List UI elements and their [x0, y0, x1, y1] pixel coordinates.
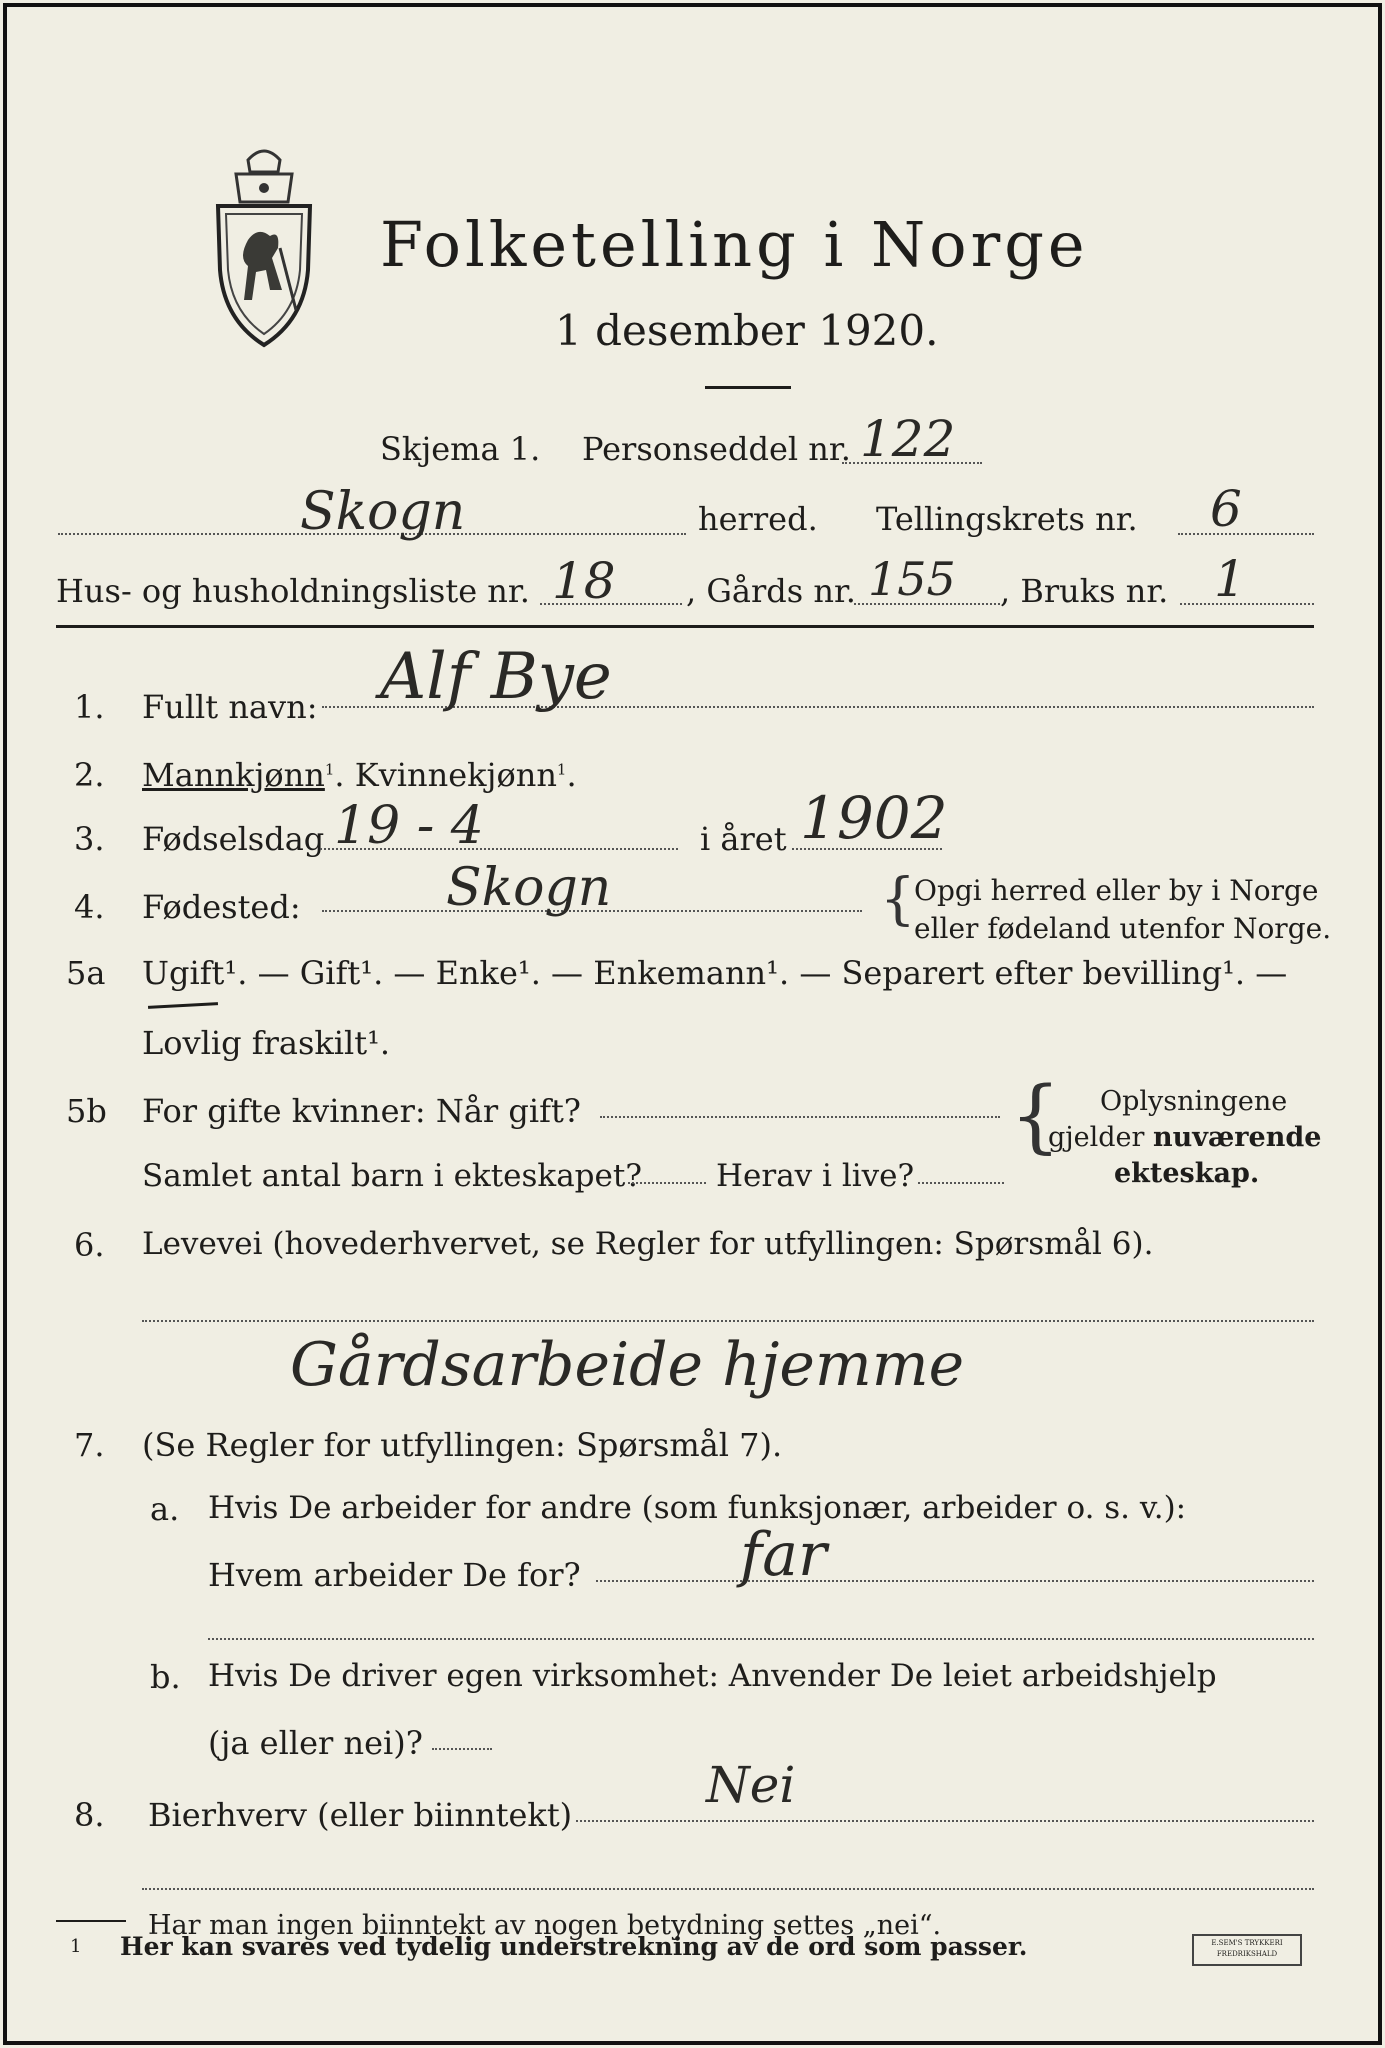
birthplace-note-1: Opgi herred eller by i Norge — [914, 874, 1319, 907]
employer-question: Hvis De arbeider for andre (som funksjonær, arbeider o. s. v.): — [208, 1490, 1187, 1526]
tellingskrets-value: 6 — [1210, 480, 1242, 538]
employment-label: (Se Regler for utfyllingen: Spørsmål 7). — [142, 1426, 783, 1464]
employer-label: Hvem arbeider De for? — [208, 1556, 581, 1594]
herred-label: herred. — [698, 500, 818, 538]
footnote-divider — [56, 1920, 126, 1922]
gender-female: Kvinnekjønn — [354, 756, 557, 794]
census-date: 1 desember 1920. — [555, 306, 939, 355]
full-name-value: Alf Bye — [380, 640, 612, 714]
side-income-note: Har man ingen biinntekt av nogen betydning settes „nei“. — [148, 1910, 942, 1941]
hus-label: Hus- og husholdningsliste nr. — [56, 572, 530, 610]
hired-help-label: (ja eller nei)? — [208, 1724, 423, 1762]
footnote-number: 1 — [70, 1936, 82, 1957]
gender-options: Mannkjønn$^1$. Kvinnekjønn$^1$. — [142, 756, 577, 794]
birthplace-label: Fødested: — [142, 888, 301, 926]
birth-year-label: i året — [700, 820, 787, 858]
schema-label: Skjema 1. — [380, 430, 541, 468]
bruks-value: 1 — [1214, 550, 1246, 608]
birthdate-value: 19 - 4 — [334, 796, 484, 856]
page-title: Folketelling i Norge — [380, 208, 1089, 281]
gards-label: , Gårds nr. — [686, 572, 856, 610]
married-when-label: For gifte kvinner: Når gift? — [142, 1092, 581, 1130]
marriage-note-2: gjelder nuværende — [1048, 1122, 1322, 1153]
tellingskrets-label: Tellingskrets nr. — [876, 500, 1138, 538]
coat-of-arms-icon — [208, 140, 320, 350]
marriage-note-3: ekteskap. — [1114, 1158, 1260, 1189]
side-income-value: Nei — [706, 1756, 796, 1814]
children-total-label: Samlet antal barn i ekteskapet? — [142, 1158, 642, 1194]
full-name-label: Fullt navn: — [142, 688, 318, 726]
personseddel-label: Personseddel nr. — [582, 430, 851, 468]
marital-status-divorced: Lovlig fraskilt¹. — [142, 1024, 391, 1062]
self-employed-question: Hvis De driver egen virksomhet: Anvender De leiet arbeidshjelp — [208, 1658, 1217, 1694]
birthdate-label: Fødselsdag — [142, 820, 325, 858]
occupation-value: Gårdsarbeide hjemme — [290, 1330, 965, 1400]
printer-stamp: E.SEM'S TRYKKERI FREDRIKSHALD — [1192, 1934, 1302, 1966]
gender-male: Mannkjønn — [142, 756, 325, 794]
personseddel-value: 122 — [860, 410, 956, 468]
title-divider — [705, 386, 791, 389]
herred-value: Skogn — [300, 482, 466, 542]
header-divider — [56, 625, 1314, 628]
bruks-label: , Bruks nr. — [1000, 572, 1169, 610]
hus-value: 18 — [552, 552, 616, 610]
footnote-text: Her kan svares ved tydelig understrekning av de ord som passer. — [120, 1932, 1028, 1961]
children-alive-label: Herav i live? — [716, 1158, 915, 1194]
birthplace-value: Skogn — [446, 858, 612, 918]
marriage-note-1: Oplysningene — [1100, 1086, 1288, 1117]
side-income-label: Bierhverv (eller biinntekt) — [148, 1796, 573, 1834]
birth-year-value: 1902 — [800, 784, 948, 852]
marital-status-options: Ugift¹. — Gift¹. — Enke¹. — Enkemann¹. — Separert efter bevilling¹. — — [142, 954, 1288, 992]
birthplace-note-2: eller fødeland utenfor Norge. — [914, 912, 1332, 945]
gards-value: 155 — [868, 552, 956, 606]
employer-value: far — [740, 1520, 827, 1590]
occupation-label: Levevei (hovederhvervet, se Regler for utfyllingen: Spørsmål 6). — [142, 1226, 1154, 1262]
